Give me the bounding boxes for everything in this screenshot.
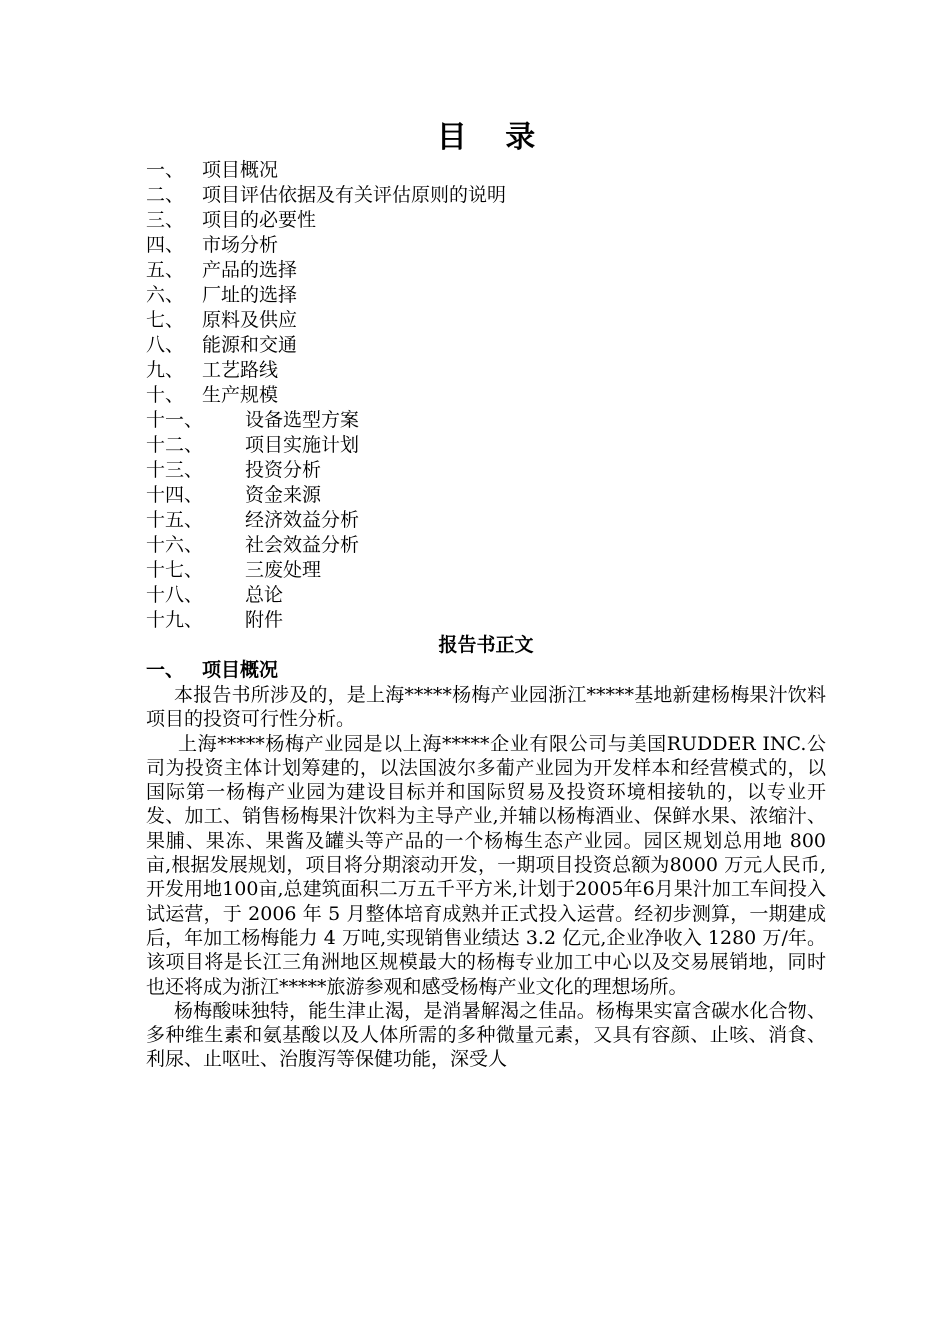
toc-item	[146, 408, 826, 433]
toc-item-label: 投资分析	[245, 459, 322, 481]
toc-item-number: 十七、	[146, 559, 204, 581]
paragraph-park: 上海*****杨梅产业园是以上海*****企业有限公司与美国RUDDER INC.公司为投资主体计划筹建的，以法国波尔多葡产业园为开发样本和经营模式的，以国际第一杨梅产业园为建设目标并和国际贸易及投资环境相接轨的，以专业开发、加工、销售杨梅果汁饮料为主导产业,并辅以杨梅酒业、保鲜水果、浓缩汁、果脯、果冻、果酱及罐头等产品的一个杨梅生态产业园。园区规划总用地 800 亩,根据发展规划，项目将分期滚动开发，一期项目投资总额为8000 万元人民币,开发用地100亩,总建筑面积二万五千平方米,计划于2005年6月果汁加工车间投入试运营，于 2006 年 5 月整体培育成熟并正式投入运营。经初步测算，一期建成后，年加工杨梅能力 4 万吨,实现销售业绩达 3.2 亿元,企业净收入 1280 万/年。该项目将是长江三角洲地区规模最大的杨梅专业加工中心以及交易展销地，同时也还将成为浙江*****旅游参观和感受杨梅产业文化的理想场所。	[146, 732, 826, 998]
toc-item-number: 一、	[146, 159, 185, 181]
toc-item	[146, 308, 826, 333]
toc-item-number: 二、	[146, 184, 185, 206]
section-label: 项目概况	[202, 659, 279, 681]
toc-item	[146, 158, 826, 183]
toc-item	[146, 358, 826, 383]
toc-item-number: 十九、	[146, 609, 204, 631]
toc-title: 目 录	[436, 120, 550, 155]
toc-item-label: 原料及供应	[202, 309, 298, 331]
toc-list	[146, 158, 826, 633]
toc-item-label: 能源和交通	[202, 334, 298, 356]
paragraph-intro: 本报告书所涉及的，是上海*****杨梅产业园浙江*****基地新建杨梅果汁饮料项目的投资可行性分析。	[146, 684, 826, 731]
toc-item-label: 项目评估依据及有关评估原则的说明	[202, 184, 507, 206]
toc-item	[146, 233, 826, 258]
paragraph-bayberry: 杨梅酸味独特，能生津止渴，是消暑解渴之佳品。杨梅果实富含碳水化合物、多种维生素和氨基酸以及人体所需的多种微量元素，又具有容颜、止咳、消食、利尿、止呕吐、治腹泻等保健功能，深受人	[146, 999, 826, 1071]
toc-item-number: 十一、	[146, 409, 204, 431]
toc-item	[146, 508, 826, 533]
toc-item-label: 市场分析	[202, 234, 279, 256]
toc-item-label: 厂址的选择	[202, 284, 298, 306]
body-title: 报告书正文	[438, 634, 534, 656]
toc-item-label: 总论	[245, 584, 284, 606]
toc-item	[146, 183, 826, 208]
toc-item	[146, 258, 826, 283]
toc-item-number: 六、	[146, 284, 185, 306]
toc-item-label: 项目实施计划	[245, 434, 360, 456]
toc-item-label: 三废处理	[245, 559, 322, 581]
toc-item-number: 十四、	[146, 484, 204, 506]
toc-item	[146, 383, 826, 408]
toc-item	[146, 433, 826, 458]
toc-item	[146, 558, 826, 583]
toc-item-label: 项目概况	[202, 159, 279, 181]
toc-item-number: 十三、	[146, 459, 204, 481]
toc-item-number: 十五、	[146, 509, 204, 531]
toc-item	[146, 283, 826, 308]
toc-item-label: 资金来源	[245, 484, 322, 506]
toc-item-label: 项目的必要性	[202, 209, 317, 231]
toc-item-number: 十二、	[146, 434, 204, 456]
toc-item-number: 十、	[146, 384, 185, 406]
toc-item	[146, 458, 826, 483]
toc-item	[146, 583, 826, 608]
toc-item-number: 七、	[146, 309, 185, 331]
section-heading	[146, 658, 826, 683]
toc-item-label: 社会效益分析	[245, 534, 360, 556]
toc-item	[146, 333, 826, 358]
toc-item	[146, 483, 826, 508]
toc-item-number: 十六、	[146, 534, 204, 556]
toc-item-number: 四、	[146, 234, 185, 256]
toc-item-label: 工艺路线	[202, 359, 279, 381]
toc-item-label: 附件	[245, 609, 284, 631]
toc-item-label: 经济效益分析	[245, 509, 360, 531]
document-page	[146, 118, 826, 1072]
toc-item-label: 产品的选择	[202, 259, 298, 281]
toc-item-number: 十八、	[146, 584, 204, 606]
toc-item-label: 生产规模	[202, 384, 279, 406]
toc-item	[146, 533, 826, 558]
section-number: 一、	[146, 659, 185, 681]
toc-item-number: 五、	[146, 259, 185, 281]
toc-item-label: 设备选型方案	[245, 409, 360, 431]
toc-item	[146, 608, 826, 633]
toc-item-number: 九、	[146, 359, 185, 381]
toc-item	[146, 208, 826, 233]
toc-item-number: 八、	[146, 334, 185, 356]
toc-item-number: 三、	[146, 209, 185, 231]
